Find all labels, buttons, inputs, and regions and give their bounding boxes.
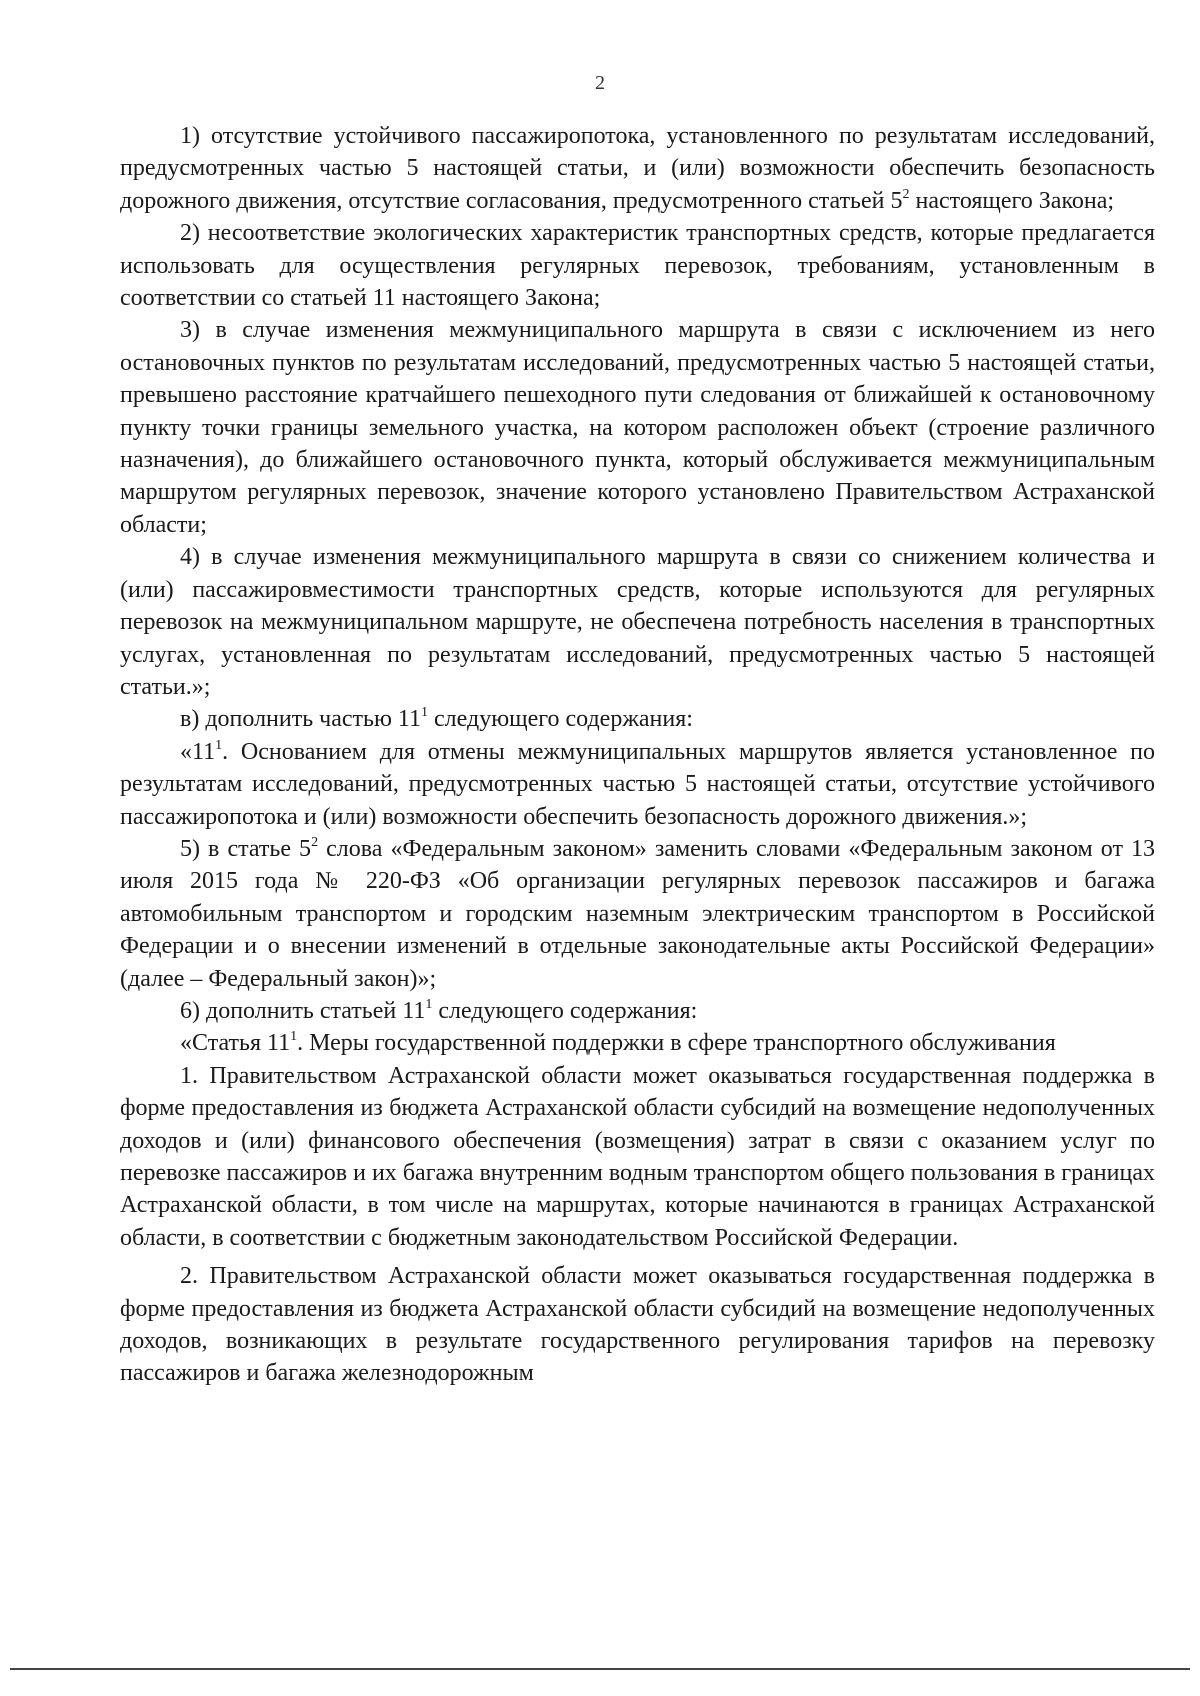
document-body [120,120,1155,1390]
text: настоящего Закона; [909,187,1115,214]
paragraph-item-3: 3) в случае изменения межмуниципального маршрута в связи с исключением из него остановочных пунктов по результатам исследований, предусмотренных частью 5 настоящей статьи, превышено расстояние кратчайшего пешеходного пути следования от ближайшей к остановочному пункту точки границы земельного участка, на котором расположен объект (строение различного назначения), до ближайшего остановочного пункта, который обслуживается межмуниципальным маршрутом регулярных перевозок, значение которого установлено Правительством Астраханской области; [120,317,1155,538]
text: слова «Федеральным законом» заменить словами «Федеральным законом от 13 июля 2015 года № 220-ФЗ «Об организации регулярных перевозок пассажиров и багажа автомобильным транспортом и городским наземным электрическим транспортом в Российской Федерации и о внесении изменений в отдельные законодательные акты Российской Федерации» (далее – Федеральный закон)»; [120,835,1156,992]
superscript: 1 [425,996,433,1012]
text: 5) в статье 5 [180,835,312,862]
footer-divider [10,1668,1190,1670]
superscript: 1 [215,737,223,753]
text: . Основанием для отмены межмуниципальных маршрутов является установленное по результатам исследований, предусмотренных частью 5 настоящей статьи, отсутствие устойчивого пассажиропотока и (или) возможности обеспечить безопасность дорожного движения.»; [120,738,1155,830]
text: 6) дополнить статьей 11 [180,997,426,1024]
article-part-1: 1. Правительством Астраханской области может оказываться государственная поддержка в форме предоставления из бюджета Астраханской области субсидий на возмещение недополученных доходов и (или) финансового обеспечения (возмещения) затрат в связи с оказанием услуг по перевозке пассажиров и их багажа внутренним водным транспортом общего пользования в границах Астраханской области, в том числе на маршрутах, которые начинаются в границах Астраханской области, в соответствии с бюджетным законодательством Российской Федерации. [120,1062,1155,1251]
text: «Статья 11 [180,1030,291,1057]
superscript: 2 [902,186,910,202]
text: «11 [180,738,216,765]
page-number: 2 [595,72,605,94]
paragraph-part-11-1 [120,736,1155,833]
text: следующего содержания: [432,997,698,1024]
paragraph-amend-v [120,703,1155,735]
paragraph-item-4: 4) в случае изменения межмуниципального маршрута в связи со снижением количества и (или) пассажировместимости транспортных средств, которые используются для регулярных перевозок на межмуниципальном маршруте, не обеспечена потребность населения в транспортных услугах, установленная по результатам исследований, предусмотренных частью 5 настоящей статьи.»; [120,544,1155,700]
text: следующего содержания: [428,706,693,733]
text: в) дополнить частью 11 [180,706,422,733]
paragraph-item-5 [120,833,1155,995]
text: . Меры государственной поддержки в сфере транспортного обслуживания [297,1030,1056,1057]
paragraph-item-1 [120,120,1155,217]
paragraph-item-6 [120,995,1155,1027]
superscript: 1 [290,1029,298,1045]
paragraph-item-2: 2) несоответствие экологических характеристик транспортных средств, которые предлагается использовать для осуществления регулярных перевозок, требованиям, установленным в соответствии со статьей 11 настоящего Закона; [120,220,1155,312]
superscript: 2 [311,834,319,850]
text: 1) отсутствие устойчивого пассажиропотока, установленного по результатам исследований, предусмотренных частью 5 настоящей статьи, и (или) возможности обеспечить безопасность дорожного движения, отсутствие согласования, предусмотренного статьей 5 [120,123,1155,214]
article-part-2: 2. Правительством Астраханской области может оказываться государственная поддержка в форме предоставления из бюджета Астраханской области субсидий на возмещение недополученных доходов, возникающих в результате государственного регулирования тарифов на перевозку пассажиров и багажа железнодорожным [120,1263,1155,1387]
article-heading [120,1027,1155,1059]
superscript: 1 [421,705,429,721]
